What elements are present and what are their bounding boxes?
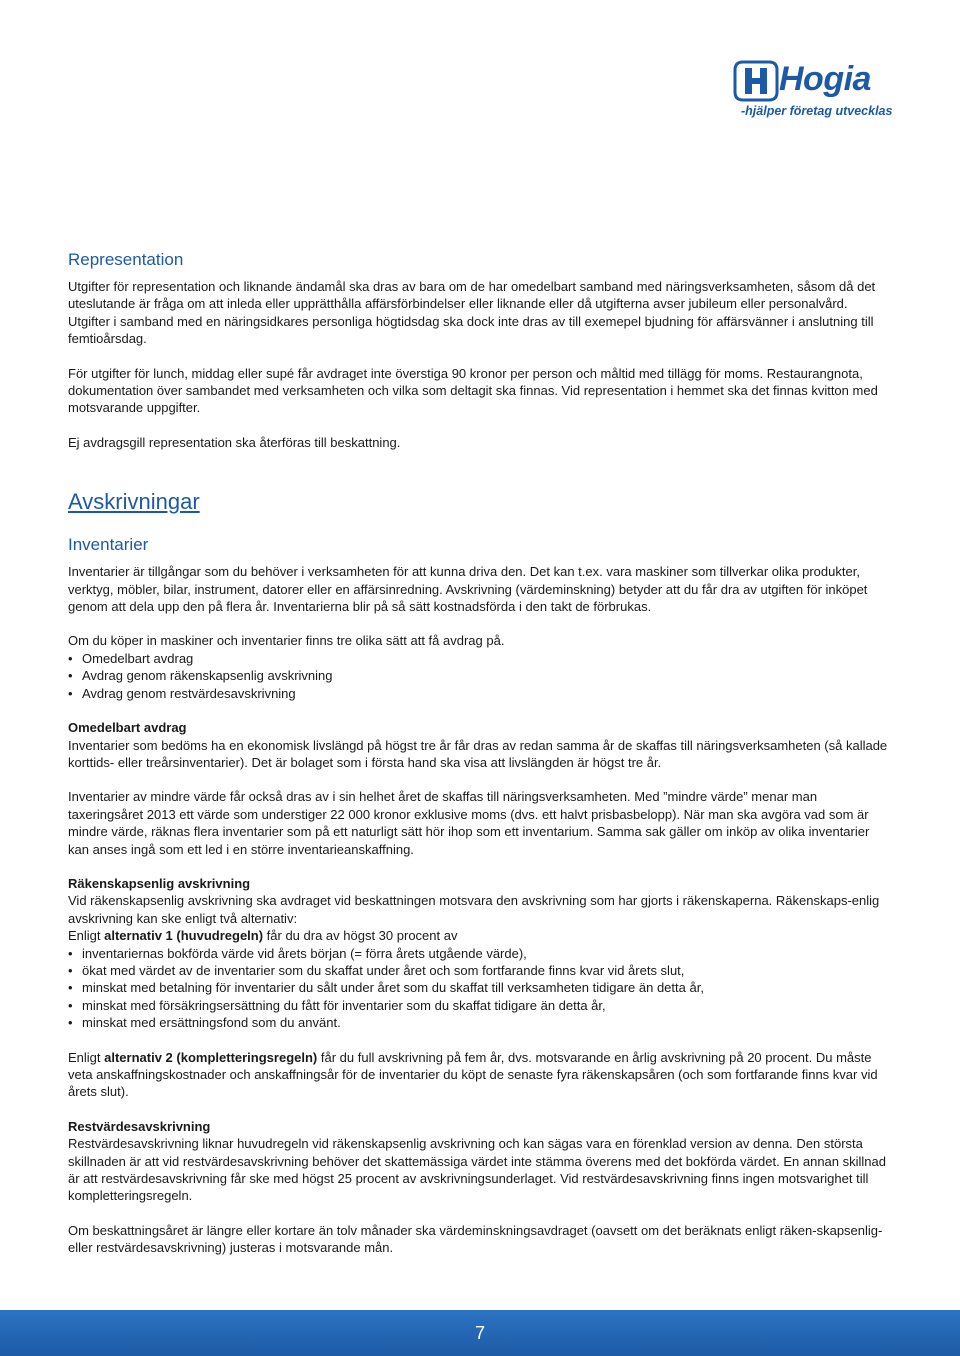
alternative-1-line: Enligt alternativ 1 (huvudregeln) får du dra av högst 30 procent av (68, 928, 458, 944)
list-item: • Avdrag genom räkenskapsenlig avskrivning (68, 667, 892, 684)
paragraph: För utgifter för lunch, middag eller supé får avdraget inte överstiga 90 kronor per person och måltid med tillägg för moms. Restaurangnota, dokumentation över sambandet med verksamheten och vilka som deltagit ska finnas. Vid representation i hemmet ska det finnas kvitton med motsvarande uppgifter. (68, 365, 878, 416)
logo-tagline: -hjälper företag utvecklas (741, 104, 893, 118)
hogia-h-icon (733, 60, 779, 102)
calculation-list (68, 945, 892, 1032)
paragraph: Utgifter för representation och liknande ändamål ska dras av bara om de har omedelbart samband med näringsverksamheten, såsom då det uteslutande är fråga om att inleda eller upprätthålla affärsförbindelser eller liknande eller då utgifterna avser jubileum eller personalvård. Utgifter i samband med en näringsidkares personliga högtidsdag ska dock inte dras av till exemepel bjudning för affärsvänner i anslutning till femtioårsdag. (68, 279, 876, 347)
list-item: • Avdrag genom restvärdesavskrivning (68, 685, 892, 702)
paragraph: Restvärdesavskrivning liknar huvudregeln vid räkenskapsenlig avskrivning och kan sägas vara en förenklad version av denna. Den största skillnaden är att vid restvärdesavskrivning behöver det skattemässiga värdet inte stämma överens med det bokförda värdet. En annan skillnad är att restvärdesavskrivning får ske med högst 25 procent av avskrivningsunderlaget. Vid restvärdesavskrivning finns ingen motsvarighet till kompletteringsregeln. (68, 1136, 886, 1204)
paragraph: Om du köper in maskiner och inventarier finns tre olika sätt att få avdrag på. (68, 633, 505, 649)
paragraph: Vid räkenskapsenlig avskrivning ska avdraget vid beskattningen motsvara den avskrivning som har gjorts i räkenskaperna. Räkenskaps-enlig avskrivning kan ske enligt två alternativ: (68, 893, 880, 926)
section-heading-representation: Representation (68, 250, 184, 269)
list-item: • ökat med värdet av de inventarier som du skaffat under året och som fortfarande finns kvar vid årets slut, (68, 962, 892, 979)
subheading-omedelbart: Omedelbart avdrag (68, 720, 187, 736)
paragraph: Ej avdragsgill representation ska återföras till beskattning. (68, 434, 401, 450)
paragraph: Inventarier av mindre värde får också dras av i sin helhet året de skaffas till näringsverksamheten. Med ”mindre värde” menar man taxeringsåret 2013 ett värde som understiger 22 000 kronor exklusive moms (dvs. ett halvt prisbasbelopp). När man ska avgöra vad som är mindre värde, räknas flera inventarier som på ett naturligt sätt hör ihop som ett inventarium. Samma sak gäller om inköp av olika inventarier kan anses ingå som ett led i en större inventarieanskaffning. (68, 789, 870, 857)
logo-wordmark: Hogia (779, 60, 871, 98)
list-item: • minskat med betalning för inventarier du sålt under året som du skaffat till verksamheten tidigare än detta år, (68, 979, 892, 996)
paragraph: Inventarier som bedöms ha en ekonomisk livslängd på högst tre år får dras av redan samma år de skaffas till näringsverksamheten (så kallade korttids- eller treårsinventarier). Det är bolaget som i första hand ska visa att livslängden är högst tre år. (68, 737, 888, 770)
method-list (68, 650, 892, 702)
page-number: 7 (474, 1323, 485, 1343)
paragraph: Inventarier är tillgångar som du behöver i verksamheten för att kunna driva den. Det kan t.ex. vara maskiner som tillverkar olika produkter, verktyg, möbler, bilar, instrument, datorer eller en affärsinredning. Avskrivning (värdeminskning) betyder att du får dra av utgiften för inköpet genom att dela upp den på flera år. Inventarierna blir på så sätt kostnadsförda i den takt de förbrukas. (68, 564, 868, 615)
subheading-rakenskapsenlig: Räkenskapsenlig avskrivning (68, 875, 251, 891)
list-item: • inventariernas bokförda värde vid årets början (= förra årets utgående värde), (68, 945, 892, 962)
footer-bar (0, 1310, 960, 1356)
list-item: • minskat med ersättningsfond som du använt. (68, 1014, 892, 1031)
hogia-logo (733, 60, 898, 124)
paragraph: Om beskattningsåret är längre eller kortare än tolv månader ska värdeminskningsavdraget (oavsett om det beräknats enligt räken-skapsenlig- eller restvärdesavskrivning) justeras i motsvarande mån. (68, 1222, 883, 1256)
list-item: • Omedelbart avdrag (68, 650, 892, 667)
subheading-restvarde: Restvärdesavskrivning (68, 1118, 211, 1134)
alternative-2-paragraph: Enligt alternativ 2 (kompletteringsregeln) får du full avskrivning på fem år, dvs. motsvarande en årlig avskrivning på 20 procent. Du måste veta anskaffningskostnader och anskaffningsår för de inventarier du köpt de senaste fyra räkenskapsåren (och som fortfarande finns kvar vid årets slut). (68, 1049, 878, 1100)
section-heading-avskrivningar: Avskrivningar (68, 489, 200, 515)
subheading-inventarier: Inventarier (68, 535, 149, 555)
list-item: • minskat med försäkringsersättning du fått för inventarier som du skaffat tidigare än detta år, (68, 997, 892, 1014)
page-content (68, 250, 892, 1257)
